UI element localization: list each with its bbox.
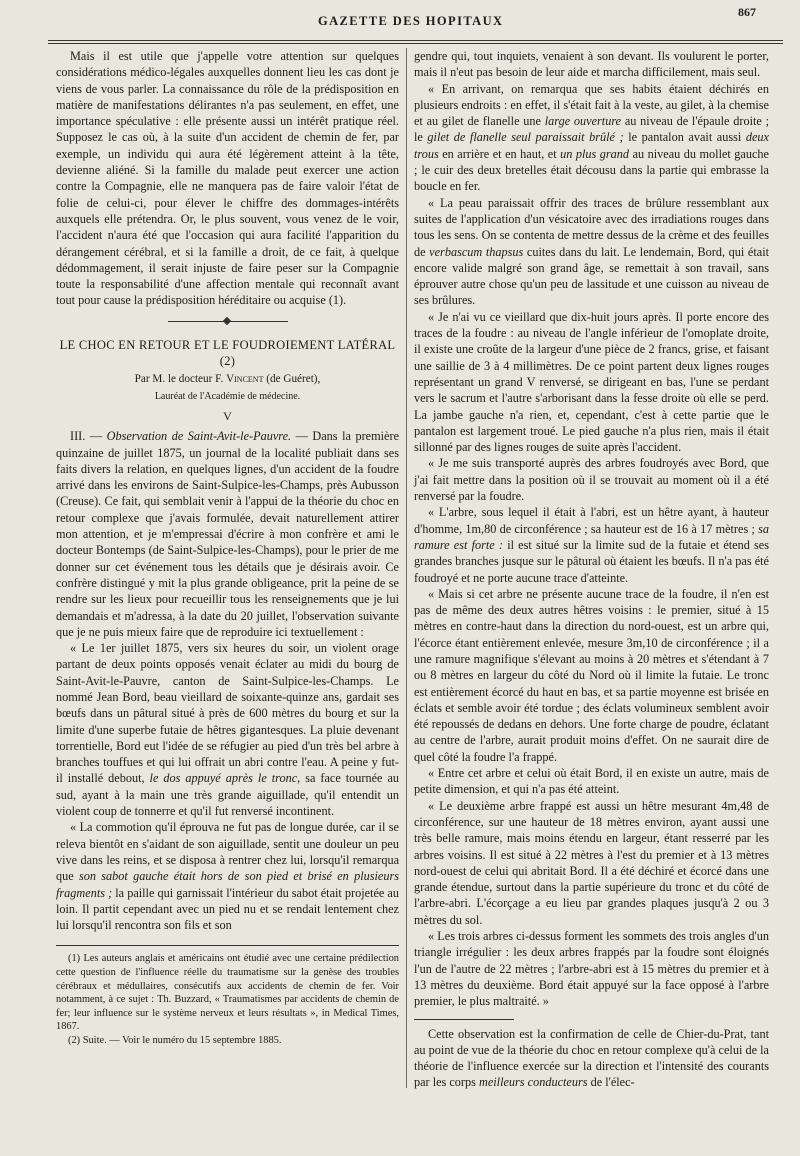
section-ornament — [168, 319, 288, 325]
paragraph — [414, 504, 769, 585]
paragraph-emphasis: sa ramure est forte : — [414, 521, 769, 552]
paragraph-text: Cette observation est la confirmation de celle de Chier-du-Prat, tant au point de vue de la théorie du choc en retour complexe qu'à celui de la théorie de l'influence exercée sur la direction et l'intensité des courants par les corps — [414, 1026, 769, 1090]
paragraph-emphasis: large ouverture — [544, 114, 622, 129]
footnote-divider — [56, 945, 399, 946]
paragraph-text: le pantalon avait aussi — [628, 130, 742, 145]
paragraph: « Le deuxième arbre frappé est aussi un hêtre mesurant 4m,48 de circonférence, sur une hauteur de 18 mètres environ, ayant aussi une très belle ramure, mais moins étendu en largeur, étant resserré par les arbres voisins. Il est situé à 22 mètres à l'est du premier et à 13 mètres nord-ouest de celui qui abritait Bord. Il a été déchiré et écorcé dans une grande étendue, surtout dans la partie supérieure du tronc et du côté de l'arbre-abri. L'écorçage a eu lieu par grandes plaques jusqu'à 2 ou 3 mètres du sol. — [414, 798, 769, 927]
quote-text: « Le 1er juillet 1875, vers six heures du soir, un violent orage partant de deux points opposés venait éclater au midi du bourg de Saint-Avit-le-Pauvre, canton de Saint-Sulpice-les-Champs. Le nommé Jean Bord, beau vieillard de soixante-quinze ans, gardait ses bœufs dans un pâtural situé à près de 600 mètres du bourg et sur la limite d'une superbe futaie de hêtres gigantesques. La pluie devenant torrentielle, Bord eut l'idée de se réfugier au pied d'un très bel arbre à branches touffues et qui lui offrait un abri contre l'eau. A peine y fut-il installé debout, — [56, 641, 399, 786]
paragraph: « Je n'ai vu ce vieillard que dix-huit jours après. Il porte encore des traces de la foudre : au niveau de l'angle inférieur de l'omoplate droite, il existe une croûte de la largeur d'une pièce de 2 francs, grise, et faisant une saillie de 3 à 4 millimètres. De ce point partent deux lignes rouges représentant un grand V renversé, se dirigeant en bas, l'une se perdant vers le sacrum et l'autre s'arborisant dans la fesse droite où elle se perd. La jambe gauche n'a rien, et, cependant, c'est à cette partie que le pantalon est largement troué. Le pied gauche n'a plus rien, mais il était sillonné par des lignes rouges de suite après l'accident. — [414, 309, 769, 455]
article-title: LE CHOC EN RETOUR ET LE FOUDROIEMENT LATÉRAL (2) — [59, 337, 396, 369]
quote-emphasis: le dos appuyé après le tronc, — [149, 771, 301, 786]
observation-title: Observation de Saint-Avit-le-Pauvre. — [106, 429, 292, 444]
observation-paragraph — [56, 428, 399, 640]
paragraph-text: en arrière et en haut, et — [442, 146, 557, 161]
paragraph-text: « La peau paraissait offrir des traces de brûlure ressemblant aux suites de l'application d'un vésicatoire avec des irradiations rouges dans tous les sens. On se contenta de mettre dessus de la crème et des feuilles de — [414, 195, 769, 259]
author-laureat: Lauréat de l'Académie de médecine. — [154, 390, 301, 402]
intro-paragraph: Mais il est utile que j'appelle votre attention sur quelques considérations médico-légales auxquelles donnent lieu les cas dont je viens de vous parler. La connaissance du rôle de la prédisposition en matière de manifestations délirantes n'a pas seulement, en effet, une importance spéculative : elle présente aussi un intérêt pratique réel. Supposez le cas où, à la suite d'un accident de chemin de fer, par exemple, un individu qui aura été légèrement atteint à la tête, devienne aliéné. Si la famille du malade peut exercer une action contre la Compagnie, elle ne manquera pas de faire valoir l'état de folie de celui-ci, pour élever le chiffre des dommages-intérêts auxquels elle prétendra. Or, le plus souvent, vous venez de le voir, l'accident n'aura été que l'occasion qui aura facilité l'apparition du dérangement cérébral, et si la famille a droit, de ce fait, à quelque dédommagement, il serait injuste de faire peser sur la Compagnie toute la responsabilité d'une affection mentale qui reconnaît avant tout pour cause la prédisposition héréditaire ou acquise (1). — [56, 49, 399, 308]
author-name: Vincent — [226, 373, 264, 386]
paragraph — [414, 1026, 769, 1091]
quote-emphasis: son sabot gauche était hors de son pied et brisé en plusieurs fragments ; — [56, 869, 399, 900]
page-number: 867 — [738, 5, 756, 19]
observation-label: III. — — [70, 429, 103, 444]
footnotes — [56, 952, 399, 1047]
header-rule — [48, 40, 783, 44]
paragraph: gendre qui, tout inquiets, venaient à son devant. Ils voulurent le porter, mais il n'eut pas besoin de leur aide et marcha difficilement, mais seul. — [414, 49, 769, 80]
left-column — [56, 48, 399, 1048]
paragraph-text: au niveau de l'épaule droite ; le — [414, 114, 769, 145]
paragraph: « Je me suis transporté auprès des arbres foudroyés avec Bord, que j'ai fait mettre dans la position où il se trouvait au moment où il a été renversé par la foudre. — [414, 456, 769, 504]
section-numeral: V — [223, 408, 232, 423]
byline-prefix: Par M. le docteur F. — [134, 373, 224, 386]
paragraph-text: cuites dans du lait. Le lendemain, Bord, qui était encore valide malgré son grand âge, se remettait à son travail, sans éprouver autre chose qu'un peu de lassitude et une cuisson au niveau de ses brûlures. — [414, 244, 770, 308]
footnote: (2) Suite. — Voir le numéro du 15 septembre 1885. — [68, 1035, 282, 1046]
right-column — [414, 48, 769, 1091]
column-divider — [406, 48, 407, 1088]
footnote: (1) Les auteurs anglais et américains ont étudié avec une certaine prédilection cette question de l'influence réelle du traumatisme sur la genèse des troubles cérébraux et médullaires, consécutifs aux accidents de chemin de fer. Voir notamment, à ce sujet : Th. Buzzard, « Traumatismes par accidents de chemin de fer; leur influence sur le système nerveux et leurs résultats », in Medical Times, 1867. — [56, 953, 399, 1033]
journal-title: GAZETTE DES HOPITAUX — [318, 14, 504, 28]
paragraph — [414, 81, 769, 195]
paragraph: « Entre cet arbre et celui où était Bord, il en existe un autre, mais de petite dimension, et qui n'a pas été atteint. — [414, 766, 769, 797]
article-byline — [56, 371, 399, 387]
paragraph-emphasis: meilleurs conducteurs — [478, 1075, 588, 1090]
observation-text: — Dans la première quinzaine de juillet 1875, un journal de la localité publiait dans ses faits divers la relation, en quelques lignes, d'un accident de la foudre arrivé dans les environs de Saint-Sulpice-les-Champs, près Aubusson (Creuse). Ce fait, qui semblait venir à l'appui de la théorie du choc en retour complexe que j'avais formulée, devait naturellement attirer mon attention, et je m'empressai d'écrire à mon confrère et ami le docteur Bontemps (de Saint-Sulpice-les-Champs), pour le prier de me donner sur cet événement tous les détails que je désirais avoir. Ce confrère distingué y mit la plus grande obligeance, prit la peine de se rendre sur les lieux pour recueillir tous les renseignements que je lui demandais et m'adressa, à la date du 20 juillet, l'observation suivante que je ne puis mieux faire que de reproduire ici textuellement : — [56, 429, 400, 639]
paragraph-emphasis: verbascum thapsus — [429, 244, 524, 259]
page-bottom-margin — [0, 1100, 800, 1156]
quote-end-rule — [414, 1019, 514, 1020]
quote-text: sa face tournée au sud, ayant à la main une très grande aiguillade, qu'il entendit un violent coup de tonnerre et qu'il fut renversé incontinent. — [56, 771, 400, 819]
quote-text: la paille qui garnissait l'intérieur du sabot était projetée au loin. Il partit cependant avec un pied nu et se rendait lentement chez lui lorsqu'il rencontra son fils et son — [56, 885, 399, 933]
paragraph: « Mais si cet arbre ne présente aucune trace de la foudre, il n'en est pas de même des deux autres hêtres voisins : le premier, situé à 15 mètres en contre-haut dans la direction du nord-ouest, est un arbre qui, l'écorce étant entièrement enlevée, mesure 3m,10 de circonférence ; il a une ramure magnifique s'élevant au moins à 20 mètres et s'étendant à 7 ou 8 mètres en largeur du côté du Nord où il limite la futaie. Le tronc est entièrement écorcé du haut en bas, et sa partie moyenne est brisée en éclats et semble avoir été tordue ; des éclats volumineux semblent avoir été repoussés de dedans en dehors. Une forte charge de poudre, éclatant au centre de l'arbre, aurait produit moins d'effet. On ne saurait dire de quel côté la foudre l'a frappé. — [414, 586, 769, 764]
quote-paragraph — [56, 640, 399, 819]
paragraph-text: au niveau du mollet gauche ; le cuir des deux bretelles était décousu dans la partie qui embrasse la boucle en fer. — [414, 146, 769, 194]
paragraph-text: « L'arbre, sous lequel il était à l'abri, est un hêtre ayant, à hauteur d'homme, 1m,80 de circonférence ; sa hauteur est de 16 à 17 mètres ; — [414, 505, 769, 536]
byline-suffix: (de Guéret), — [266, 373, 321, 386]
paragraph-text: « En arrivant, on remarqua que ses habits étaient déchirés en plusieurs endroits : en effet, il s'était fait à la veste, au gilet, à la chemise et au gilet de flanelle une — [414, 81, 769, 129]
paragraph-text: il est situé sur la limite sud de la futaie et étend ses grandes branches jusque sur le pâtural où étaient les bœufs. Il n'a pas été foudroyé et ne porte aucune trace d'atteinte. — [414, 537, 770, 585]
page-header — [0, 0, 800, 36]
paragraph — [414, 195, 769, 309]
quote-text: « La commotion qu'il éprouva ne fut pas de longue durée, car il se releva bientôt en s'aidant de son aiguillade, sentit une douleur un peu vive dans les reins, et se disposa à rentrer chez lui, lorsqu'il remarqua que — [56, 820, 399, 884]
paragraph-text: de l'élec- — [590, 1075, 635, 1090]
paragraph-emphasis: un plus grand — [560, 146, 630, 161]
quote-paragraph — [56, 819, 399, 933]
paragraph: « Les trois arbres ci-dessus forment les sommets des trois angles d'un triangle irrégulier : les deux arbres frappés par la foudre sont éloignés l'un de l'autre de 22 mètres ; l'arbre-abri est à 15 mètres du premier et à 13 mètres du deuxième. Bord était appuyé sur la face opposé à l'arbre premier, le plus maltraité. » — [414, 929, 769, 1009]
paragraph-emphasis: gilet de flanelle seul paraissait brûlé ; — [427, 130, 624, 145]
paragraph-emphasis: deux trous — [414, 130, 769, 161]
